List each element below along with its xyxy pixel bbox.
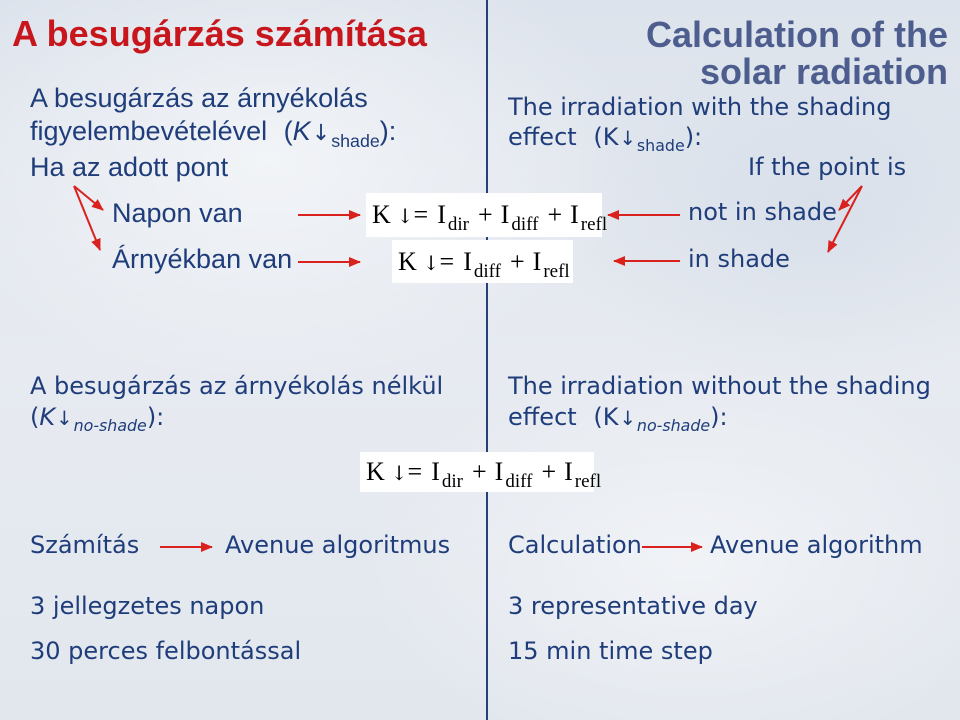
shade-intro-text-en: effect bbox=[508, 123, 577, 151]
no-shade-subscript: no-shade bbox=[636, 416, 711, 436]
shade-intro-text-hu: figyelembevételével bbox=[30, 116, 268, 146]
term-subscript: refl bbox=[580, 214, 608, 235]
condition-label-en: If the point is bbox=[748, 153, 907, 181]
equals-sign: = bbox=[413, 200, 429, 229]
shade-subscript: shade bbox=[636, 136, 685, 156]
open-paren: ( bbox=[593, 403, 603, 431]
close-paren: ): bbox=[684, 123, 703, 151]
term-subscript: refl bbox=[543, 261, 570, 282]
term-subscript: refl bbox=[574, 471, 602, 492]
no-shade-intro-line2-hu bbox=[30, 403, 165, 436]
formula-term bbox=[532, 247, 570, 282]
formula-term bbox=[437, 200, 469, 235]
plus-sign: + bbox=[472, 457, 487, 486]
formula-lhs-symbol: K bbox=[398, 247, 417, 276]
resolution-label-en: 15 min time step bbox=[508, 637, 713, 665]
close-paren: ): bbox=[710, 403, 728, 431]
equals-sign: = bbox=[439, 247, 455, 276]
plus-sign: + bbox=[509, 247, 525, 276]
calc-method-en: Avenue algorithm bbox=[710, 531, 923, 559]
irradiance-symbol: I bbox=[494, 457, 504, 486]
k-symbol: K bbox=[602, 123, 619, 151]
formula-term bbox=[494, 457, 533, 492]
formula-box-no-shade bbox=[360, 452, 602, 492]
k-symbol: K bbox=[292, 116, 311, 146]
shade-intro-line1-en: The irradiation with the shading bbox=[508, 93, 892, 121]
term-subscript: diff bbox=[473, 261, 501, 282]
irradiance-symbol: I bbox=[532, 247, 542, 276]
down-arrow-icon: ↓ bbox=[619, 127, 636, 150]
no-shade-intro-line2-en bbox=[508, 403, 728, 436]
days-label-hu: 3 jellegzetes napon bbox=[30, 592, 265, 620]
irradiance-symbol: I bbox=[570, 200, 579, 229]
open-paren: ( bbox=[30, 403, 40, 431]
calc-label-hu: Számítás bbox=[30, 531, 140, 559]
shade-subscript: shade bbox=[331, 130, 380, 151]
down-arrow-icon: ↓ bbox=[311, 120, 331, 146]
formula-term bbox=[431, 457, 463, 492]
term-subscript: diff bbox=[505, 471, 533, 492]
irradiance-symbol: I bbox=[431, 457, 440, 486]
arrow-condition-to-sunlit-hu bbox=[74, 186, 103, 210]
plus-sign: + bbox=[478, 200, 493, 229]
term-subscript: diff bbox=[511, 214, 539, 235]
down-arrow-icon: ↓ bbox=[619, 407, 636, 430]
calc-label-en: Calculation bbox=[508, 531, 642, 559]
plus-sign: + bbox=[547, 200, 563, 229]
case-shaded-en: in shade bbox=[688, 245, 790, 273]
down-arrow-icon: ↓ bbox=[390, 461, 408, 485]
formula-box-shaded bbox=[392, 240, 573, 283]
case-shaded-hu: Árnyékban van bbox=[112, 244, 293, 274]
slide-title-en-line1: Calculation of the bbox=[645, 14, 948, 55]
vertical-divider bbox=[486, 0, 488, 720]
resolution-label-hu: 30 perces felbontással bbox=[30, 637, 302, 665]
formula-box-sunlit bbox=[366, 193, 608, 237]
arrow-condition-to-sunlit-en bbox=[839, 186, 862, 210]
formula-lhs-symbol: K bbox=[366, 457, 385, 486]
no-shade-subscript: no-shade bbox=[73, 416, 147, 436]
irradiance-symbol: I bbox=[564, 457, 573, 486]
term-subscript: dir bbox=[447, 214, 469, 235]
open-paren: ( bbox=[593, 123, 603, 151]
shade-intro-line2-hu bbox=[30, 115, 397, 151]
down-arrow-icon: ↓ bbox=[422, 251, 440, 275]
condition-label-hu: Ha az adott pont bbox=[30, 152, 229, 182]
shade-intro-line1-hu: A besugárzás az árnyékolás bbox=[30, 83, 368, 113]
close-paren: ): bbox=[379, 116, 397, 146]
no-shade-intro-line1-en: The irradiation without the shading bbox=[508, 372, 931, 400]
days-label-en: 3 representative day bbox=[508, 592, 758, 620]
down-arrow-icon: ↓ bbox=[396, 204, 414, 228]
no-shade-intro-line1-hu: A besugárzás az árnyékolás nélkül bbox=[30, 372, 444, 400]
formula-term bbox=[570, 200, 608, 235]
case-sunlit-hu: Napon van bbox=[112, 198, 243, 228]
no-shade-intro-text-en: effect bbox=[508, 403, 577, 431]
irradiance-symbol: I bbox=[500, 200, 510, 229]
formula-lhs-symbol: K bbox=[372, 200, 391, 229]
k-symbol: K bbox=[39, 403, 56, 431]
equals-sign: = bbox=[407, 457, 423, 486]
term-subscript: dir bbox=[441, 471, 463, 492]
plus-sign: + bbox=[541, 457, 557, 486]
open-paren: ( bbox=[283, 116, 293, 146]
shade-intro-line2-en bbox=[508, 123, 703, 156]
formula-term bbox=[564, 457, 602, 492]
close-paren: ): bbox=[146, 403, 165, 431]
irradiance-symbol: I bbox=[463, 247, 472, 276]
k-symbol: K bbox=[602, 403, 619, 431]
case-sunlit-en: not in shade bbox=[688, 198, 837, 226]
irradiance-symbol: I bbox=[437, 200, 446, 229]
arrow-condition-to-shaded-hu bbox=[74, 186, 100, 250]
down-arrow-icon: ↓ bbox=[56, 407, 73, 430]
slide-title-hu: A besugárzás számítása bbox=[12, 13, 427, 54]
slide-title-en-line2: solar radiation bbox=[699, 51, 948, 92]
formula-term bbox=[500, 200, 539, 235]
calc-method-hu: Avenue algoritmus bbox=[225, 531, 451, 559]
formula-term bbox=[463, 247, 501, 282]
